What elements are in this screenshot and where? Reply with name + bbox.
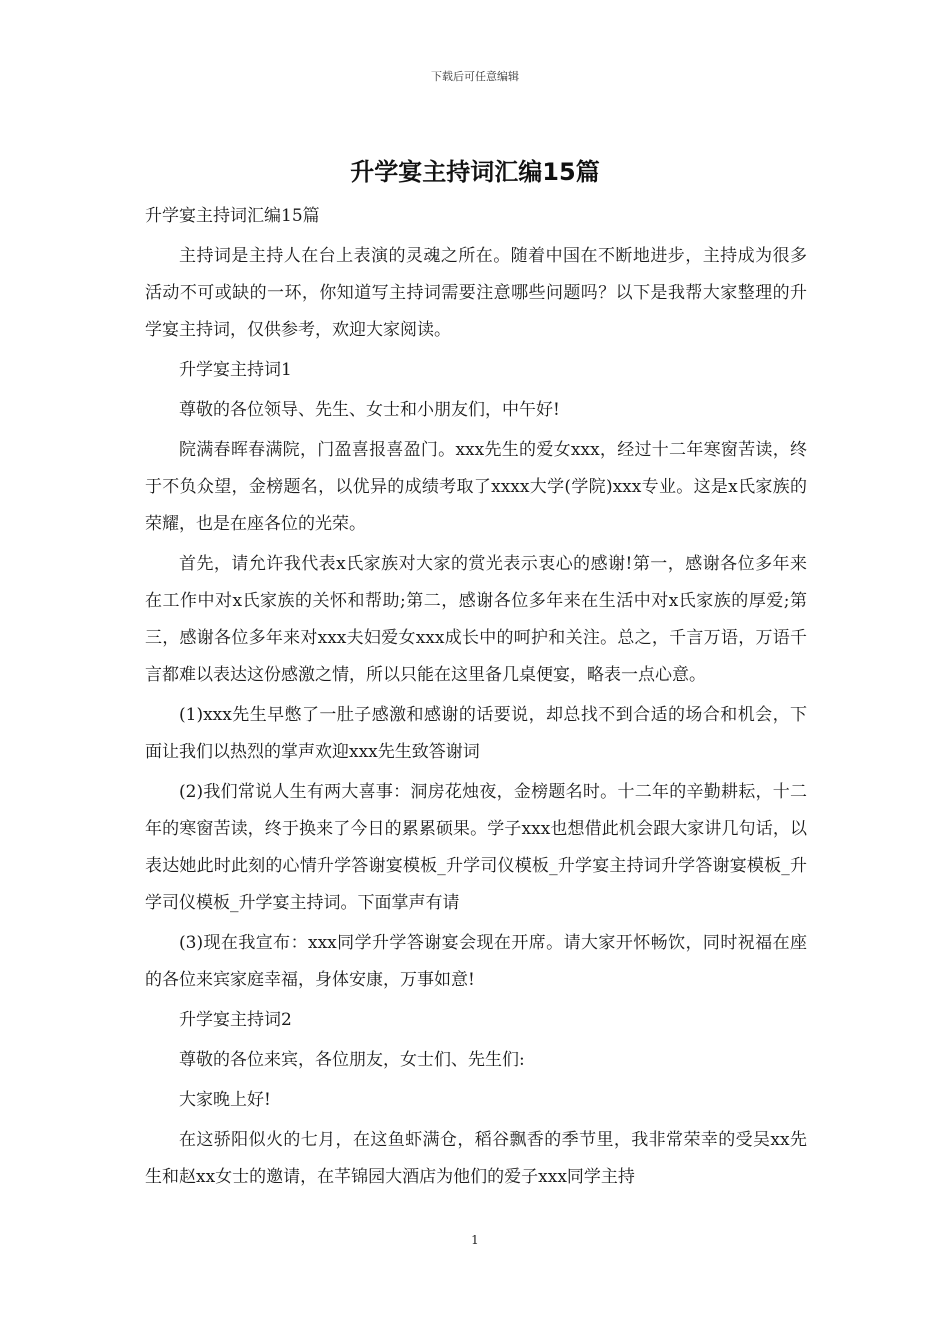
page-header-note: 下载后可任意编辑	[431, 70, 519, 83]
section-heading-2: 升学宴主持词2	[179, 1010, 292, 1030]
document-body	[145, 198, 807, 1199]
page-number: 1	[471, 1233, 479, 1247]
section-heading-1: 升学宴主持词1	[179, 360, 292, 380]
intro-paragraph: 主持词是主持人在台上表演的灵魂之所在。随着中国在不断地进步，主持成为很多活动不可或缺的一环，你知道写主持词需要注意哪些问题吗？以下是我帮大家整理的升学宴主持词，仅供参考，欢迎大家阅读。	[145, 246, 807, 340]
greeting-paragraph: 尊敬的各位来宾，各位朋友，女士们、先生们:	[179, 1050, 525, 1070]
body-paragraph: (3)现在我宣布：xxx同学升学答谢宴会现在开席。请大家开怀畅饮，同时祝福在座的各位来宾家庭幸福，身体安康，万事如意!	[145, 933, 807, 990]
document-title: 升学宴主持词汇编15篇	[350, 158, 600, 186]
body-paragraph: 首先，请允许我代表x氏家族对大家的赏光表示衷心的感谢!第一，感谢各位多年来在工作中对x氏家族的关怀和帮助;第二，感谢各位多年来在生活中对x氏家族的厚爱;第三，感谢各位多年来对xxx夫妇爱女xxx成长中的呵护和关注。总之，千言万语，万语千言都难以表达这份感激之情，所以只能在这里备几桌便宴，略表一点心意。	[145, 554, 807, 685]
greeting-paragraph: 大家晚上好!	[179, 1090, 271, 1110]
body-paragraph: (2)我们常说人生有两大喜事：洞房花烛夜，金榜题名时。十二年的辛勤耕耘，十二年的寒窗苦读，终于换来了今日的累累硕果。学子xxx也想借此机会跟大家讲几句话，以表达她此时此刻的心情升学答谢宴模板_升学司仪模板_升学宴主持词升学答谢宴模板_升学司仪模板_升学宴主持词。下面掌声有请	[145, 782, 807, 913]
body-paragraph: 在这骄阳似火的七月，在这鱼虾满仓，稻谷飘香的季节里，我非常荣幸的受吴xx先生和赵xx女士的邀请，在芊锦园大酒店为他们的爱子xxx同学主持	[145, 1130, 807, 1187]
body-paragraph: (1)xxx先生早憋了一肚子感激和感谢的话要说，却总找不到合适的场合和机会，下面让我们以热烈的掌声欢迎xxx先生致答谢词	[145, 705, 807, 762]
body-paragraph: 院满春晖春满院，门盈喜报喜盈门。xxx先生的爱女xxx，经过十二年寒窗苦读，终于不负众望，金榜题名，以优异的成绩考取了xxxx大学(学院)xxx专业。这是x氏家族的荣耀，也是在座各位的光荣。	[145, 440, 807, 534]
greeting-paragraph: 尊敬的各位领导、先生、女士和小朋友们，中午好!	[179, 400, 560, 420]
subtitle-line: 升学宴主持词汇编15篇	[145, 206, 320, 226]
